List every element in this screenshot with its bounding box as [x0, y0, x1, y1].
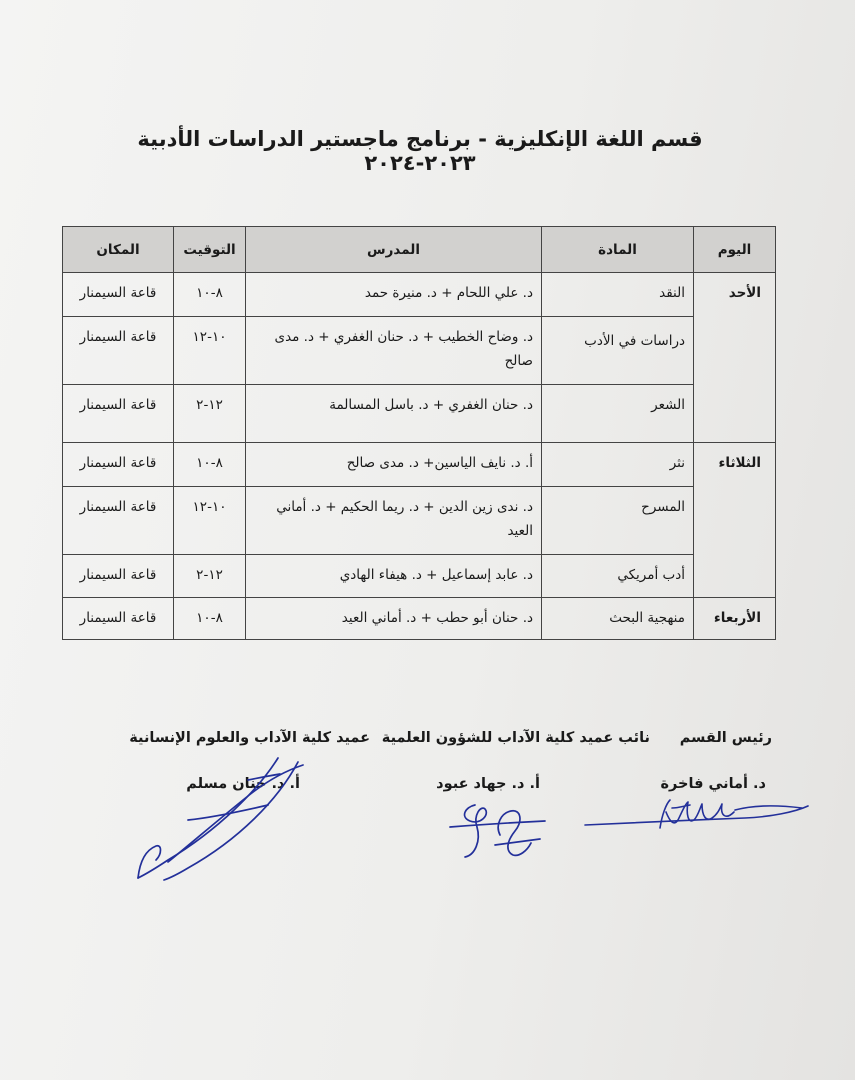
table-row	[63, 443, 776, 487]
time-cell: ١٢-٢	[174, 385, 246, 443]
subject-cell: دراسات في الأدب	[542, 317, 694, 385]
handwritten-signature-vice-dean	[445, 795, 555, 870]
handwritten-signature-head	[570, 790, 815, 840]
document-title: قسم اللغة الإنكليزية - برنامج ماجستير الدراسات الأدبية ٢٠٢٣-٢٠٢٤	[137, 127, 703, 175]
subject-cell: النقد	[542, 273, 694, 317]
place-cell: قاعة السيمنار	[63, 598, 174, 640]
signature-vice-dean	[382, 730, 650, 792]
header-subject: المادة	[542, 227, 694, 273]
subject-cell: نثر	[542, 443, 694, 487]
time-cell: ٨-١٠	[174, 443, 246, 487]
teacher-cell: د. عابد إسماعيل + د. هيفاء الهادي	[246, 555, 542, 598]
table-row	[63, 273, 776, 317]
schedule-table	[62, 226, 776, 640]
time-cell: ١٠-١٢	[174, 487, 246, 555]
teacher-cell: د. حنان أبو حطب + د. أماني العيد	[246, 598, 542, 640]
time-cell: ١٠-١٢	[174, 317, 246, 385]
place-cell: قاعة السيمنار	[63, 487, 174, 555]
subject-cell: المسرح	[542, 487, 694, 555]
place-cell: قاعة السيمنار	[63, 317, 174, 385]
table-row	[63, 487, 776, 555]
header-time: التوقيت	[174, 227, 246, 273]
table-row	[63, 555, 776, 598]
place-cell: قاعة السيمنار	[63, 385, 174, 443]
day-cell-sunday: الأحد	[694, 273, 776, 443]
day-cell-wednesday: الأربعاء	[694, 598, 776, 640]
place-cell: قاعة السيمنار	[63, 273, 174, 317]
signature-title: نائب عميد كلية الآداب للشؤون العلمية	[381, 730, 650, 746]
signature-title: رئيس القسم	[679, 730, 772, 746]
subject-cell: الشعر	[542, 385, 694, 443]
teacher-cell: أ. د. نايف الياسين+ د. مدى صالح	[246, 443, 542, 487]
place-cell: قاعة السيمنار	[63, 555, 174, 598]
table-row	[63, 598, 776, 640]
header-place: المكان	[63, 227, 174, 273]
signature-name: د. أماني فاخرة	[660, 776, 766, 792]
teacher-cell: د. علي اللحام + د. منيرة حمد	[246, 273, 542, 317]
teacher-cell: د. ندى زين الدين + د. ريما الحكيم + د. أماني العيد	[246, 487, 542, 555]
teacher-cell: د. حنان الغفري + د. باسل المسالمة	[246, 385, 542, 443]
signature-name: أ. د. جهاد عبود	[436, 776, 540, 792]
time-cell: ٨-١٠	[174, 598, 246, 640]
signature-name: أ. د. حنان مسلم	[186, 776, 300, 792]
table-row	[63, 317, 776, 385]
day-cell-tuesday: الثلاثاء	[694, 443, 776, 598]
signature-title: عميد كلية الآداب والعلوم الإنسانية	[129, 730, 370, 746]
header-day: اليوم	[694, 227, 776, 273]
table-header-row	[63, 227, 776, 273]
table-row	[63, 385, 776, 443]
signature-head	[660, 730, 772, 792]
teacher-cell: د. وضاح الخطيب + د. حنان الغفري + د. مدى صالح	[246, 317, 542, 385]
time-cell: ١٢-٢	[174, 555, 246, 598]
subject-cell: أدب أمريكي	[542, 555, 694, 598]
subject-cell: منهجية البحث	[542, 598, 694, 640]
handwritten-signature-dean	[128, 750, 328, 885]
time-cell: ٨-١٠	[174, 273, 246, 317]
header-teacher: المدرس	[246, 227, 542, 273]
place-cell: قاعة السيمنار	[63, 443, 174, 487]
